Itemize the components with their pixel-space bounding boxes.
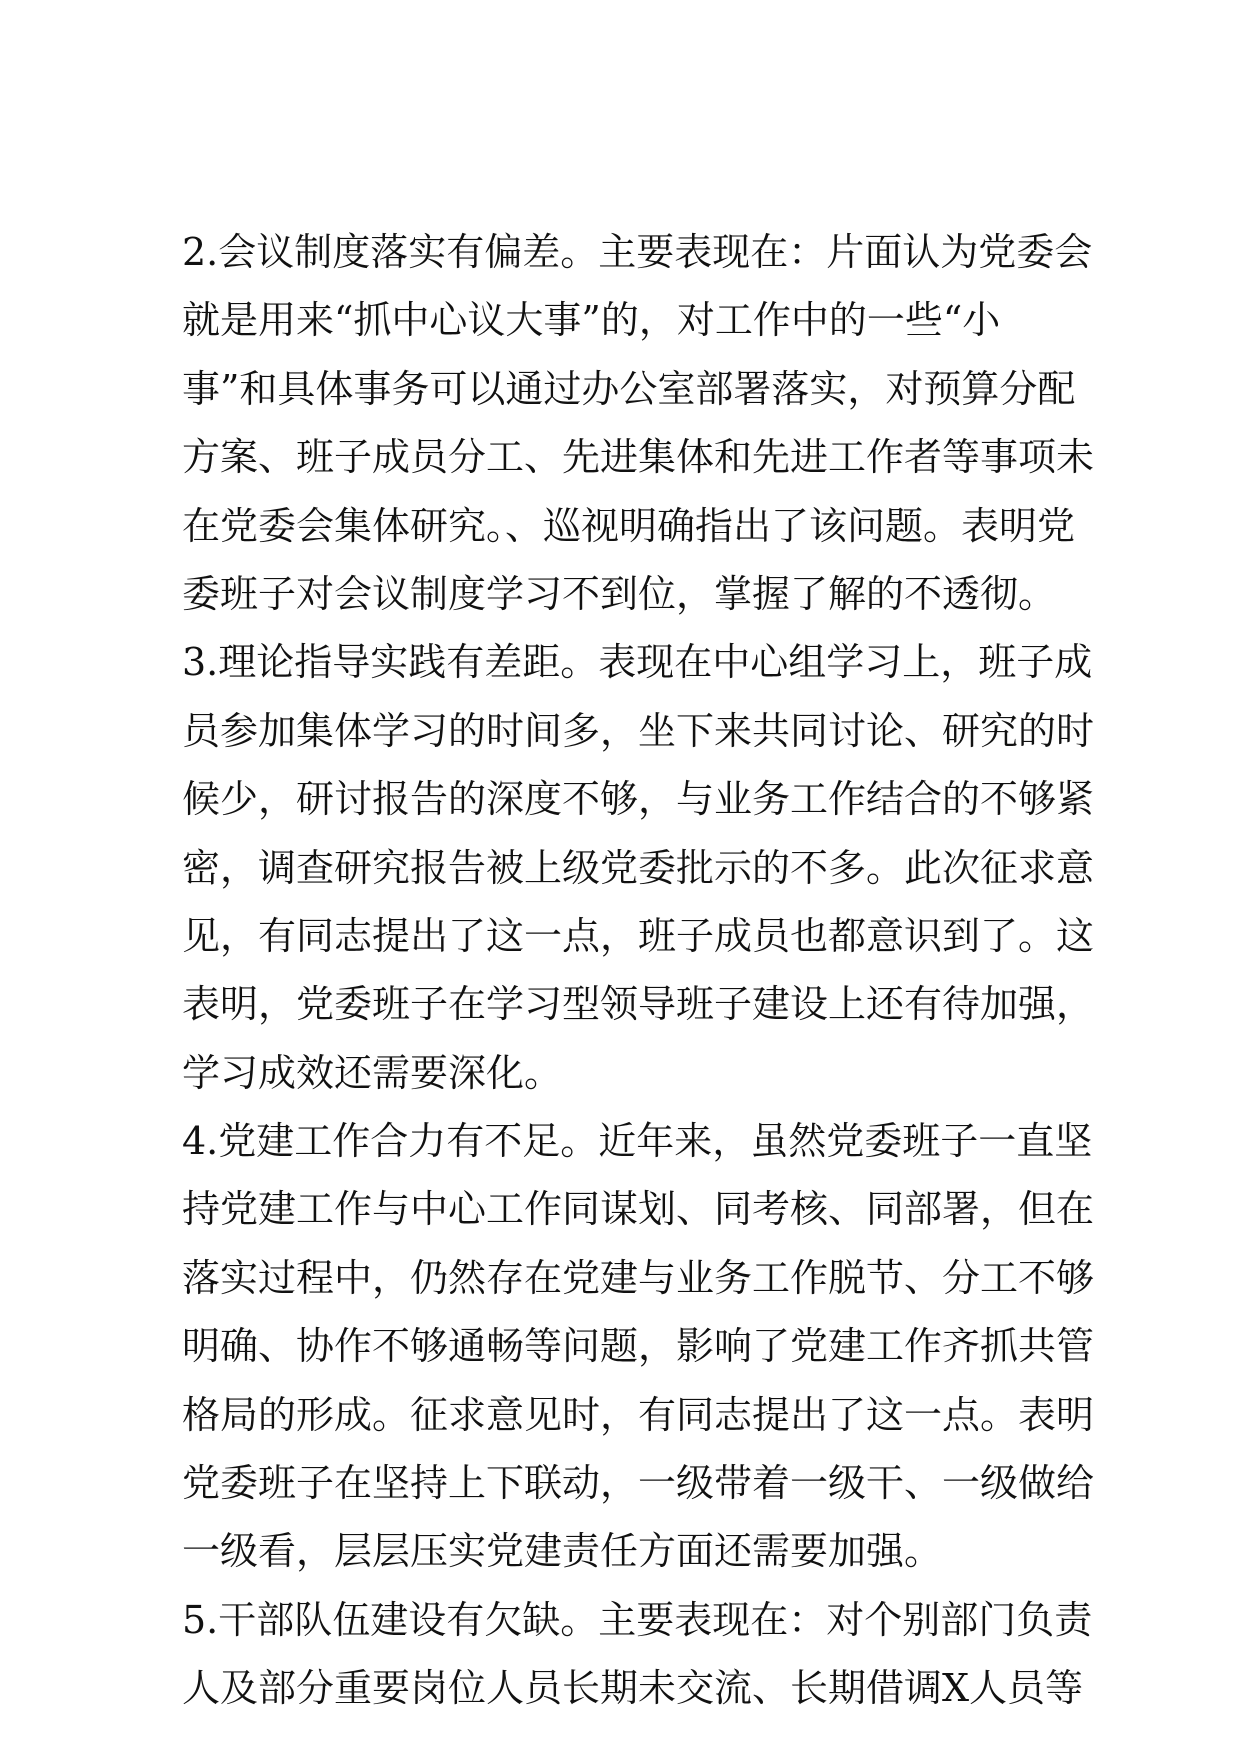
text-line: 3.理论指导实践有差距。表现在中心组学习上，班子成 bbox=[182, 640, 1093, 685]
text-line: 2.会议制度落实有偏差。主要表现在：片面认为党委会 bbox=[182, 230, 1093, 274]
text-line: 表明，党委班子在学习型领导班子建设上还有待加强， bbox=[182, 982, 1095, 1027]
text-line: 在党委会集体研究。、巡视明确指出了该问题。表明党 bbox=[182, 503, 1076, 548]
text-line: 落实过程中，仍然存在党建与业务工作脱节、分工不够 bbox=[182, 1255, 1095, 1300]
text-line: 候少，研讨报告的深度不够，与业务工作结合的不够紧 bbox=[182, 777, 1095, 822]
text-line: 委班子对会议制度学习不到位，掌握了解的不透彻。 bbox=[182, 571, 1057, 616]
text-line: 一级看，层层压实党建责任方面还需要加强。 bbox=[182, 1529, 943, 1574]
text-line: 学习成效还需要深化。 bbox=[182, 1050, 563, 1095]
text-line: 党委班子在坚持上下联动，一级带着一级干、一级做给 bbox=[182, 1461, 1095, 1506]
text-line: 持党建工作与中心工作同谋划、同考核、同部署，但在 bbox=[182, 1187, 1095, 1232]
text-line: 密，调查研究报告被上级党委批示的不多。此次征求意 bbox=[182, 845, 1095, 890]
text-line: 事”和具体事务可以通过办公室部署落实，对预算分配 bbox=[182, 366, 1076, 411]
text-line: 4.党建工作合力有不足。近年来，虽然党委班子一直坚 bbox=[182, 1119, 1093, 1164]
text-line: 人及部分重要岗位人员长期未交流、长期借调X人员等 bbox=[182, 1666, 1084, 1711]
text-line: 格局的形成。征求意见时，有同志提出了这一点。表明 bbox=[182, 1392, 1095, 1437]
body-text bbox=[182, 218, 1095, 1723]
text-line: 见，有同志提出了这一点，班子成员也都意识到了。这 bbox=[182, 913, 1095, 958]
text-line: 明确、协作不够通畅等问题，影响了党建工作齐抓共管 bbox=[182, 1324, 1095, 1369]
text-line: 员参加集体学习的时间多，坐下来共同讨论、研究的时 bbox=[182, 708, 1095, 753]
text-line: 5.干部队伍建设有欠缺。主要表现在：对个别部门负责 bbox=[182, 1597, 1093, 1642]
text-line: 就是用来“抓中心议大事”的，对工作中的一些“小 bbox=[182, 298, 1001, 343]
text-line: 方案、班子成员分工、先进集体和先进工作者等事项未 bbox=[182, 435, 1095, 480]
